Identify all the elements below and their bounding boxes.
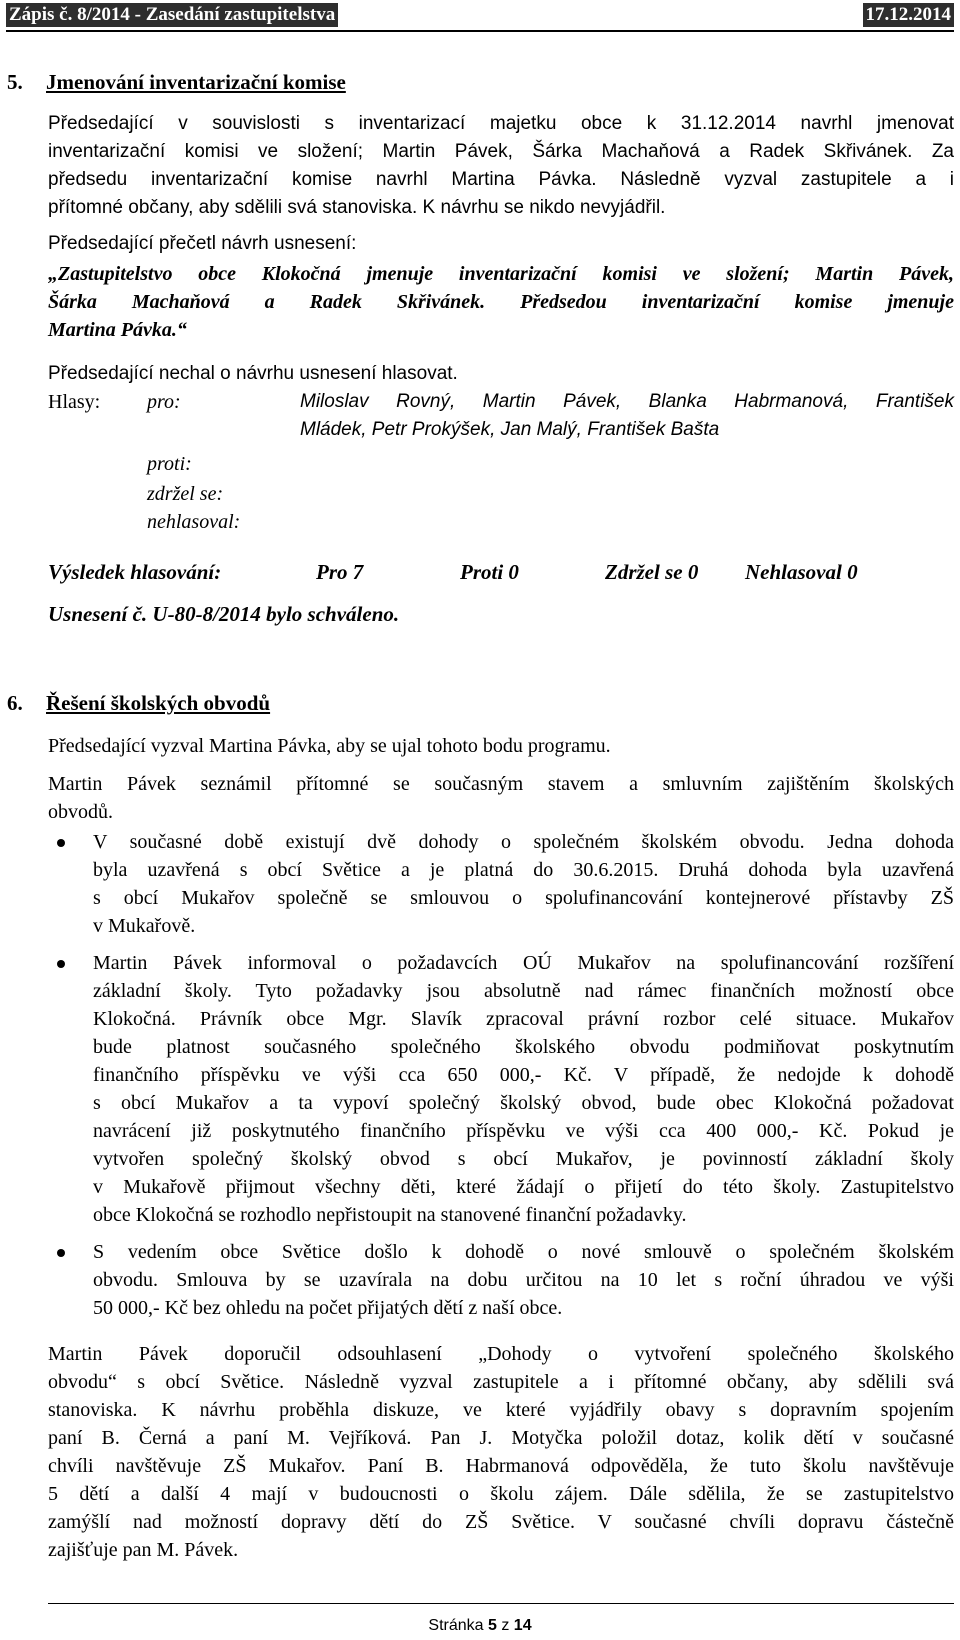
text-line: finančního příspěvku ve výši cca 650 000,- Kč. V případě, že nedojde k dohodě — [93, 1064, 954, 1086]
page-separator: z — [501, 1617, 510, 1634]
votes-zdrzel-label: zdržel se: — [147, 483, 224, 505]
list-item — [48, 1238, 954, 1322]
text-line: obce Klokočná se rozhodlo nepřistoupit na stanovené finanční požadavky. — [93, 1204, 687, 1226]
text-line: navrácení již poskytnutého finančního příspěvku ve výši cca 400 000,- Kč. Pokud je — [93, 1120, 954, 1142]
text-line: obvodu. Smlouva by se uzavírala na dobu určitou na 10 let s roční úhradou ve výši — [93, 1269, 954, 1291]
page-label: Stránka — [428, 1617, 484, 1634]
vote-call: Předsedající nechal o návrhu usnesení hlasovat. — [48, 363, 458, 384]
text-line: obvodů. — [48, 801, 113, 823]
document-title: Zápis č. 8/2014 - Zasedání zastupitelstva — [6, 3, 338, 27]
section-6-discussion — [48, 1340, 954, 1564]
text-line: s obcí Mukařov a ta vypoví společný školský obvod, bude obec Klokočná požadovat — [93, 1092, 954, 1114]
document-date: 17.12.2014 — [863, 3, 955, 27]
text-line: Martin Pávek seznámil přítomné se současným stavem a smluvním zajištěním školských — [48, 773, 954, 795]
text-line: stanoviska. K návrhu proběhla diskuze, ve které vyjádřily obavy s dopravním spojením — [48, 1399, 954, 1421]
votes-pro-names — [300, 388, 954, 444]
page-footer — [0, 1612, 960, 1640]
section-number: 6. — [7, 691, 23, 715]
votes-proti-label: proti: — [147, 453, 192, 475]
text-line: Předsedající v souvislosti s inventarizací majetku obce k 31.12.2014 navrhl jmenovat — [48, 113, 954, 134]
text-line: Šárka Machaňová a Radek Skřivánek. Předsedou inventarizační komise jmenuje — [48, 291, 954, 313]
section-5-heading — [7, 68, 346, 96]
text-line: paní B. Černá a paní M. Vejříková. Pan J. Motyčka položil dotaz, kolik dětí v současné — [48, 1427, 954, 1449]
text-line: Martin Pávek informoval o požadavcích OÚ Mukařov na spolufinancování rozšíření — [93, 952, 954, 974]
text-line: S vedením obce Světice došlo k dohodě o nové smlouvě o společném školském — [93, 1241, 954, 1263]
votes-nehlasoval-label: nehlasoval: — [147, 511, 241, 533]
text-line: V současné době existují dvě dohody o společném školském obvodu. Jedna dohoda — [93, 831, 954, 853]
resolution-outcome: Usnesení č. U-80-8/2014 bylo schváleno. — [48, 602, 400, 626]
resolution-intro: Předsedající přečetl návrh usnesení: — [48, 233, 357, 254]
text-line: byla uzavřená s obcí Světice a je platná do 30.6.2015. Druhá dohoda byla uzavřená — [93, 859, 954, 881]
text-line: chvíli navštěvuje ZŠ Mukařov. Paní B. Habrmanová odpověděla, že tuto školu navštěvuje — [48, 1455, 954, 1477]
text-line: „Zastupitelstvo obce Klokočná jmenuje inventarizační komisi ve složení; Martin Pávek, — [48, 263, 954, 285]
result-nehlasoval: Nehlasoval 0 — [745, 560, 858, 584]
text-line: inventarizační komisi ve složení; Martin Pávek, Šárka Machaňová a Radek Skřivánek. Za — [48, 141, 954, 162]
resolution-text — [48, 260, 954, 344]
text-line: 50 000,- Kč bez ohledu na počet přijatých dětí z naší obce. — [93, 1297, 563, 1319]
text-line: přítomné občany, aby sdělili svá stanoviska. K návrhu se nikdo nevyjádřil. — [48, 197, 666, 218]
text-line: vytvořen společný školský obvod s obcí Mukařov, je povinností základní školy — [93, 1148, 954, 1170]
text-line: s obcí Mukařov společně se smlouvou o spolufinancování kontejnerové přístavby ZŠ — [93, 887, 954, 909]
section-6-status — [48, 770, 954, 826]
result-proti: Proti 0 — [460, 560, 519, 584]
section-5-intro — [48, 110, 954, 222]
text-line: Klokočná. Právník obce Mgr. Slavík zpracoval právní rozbor celé situace. Mukařov — [93, 1008, 954, 1030]
text-line: obvodu“ s obcí Světice. Následně vyzval zastupitele a i přítomné občany, aby sdělili svá — [48, 1371, 954, 1393]
page-number: 5 — [487, 1617, 497, 1634]
text-line: Martin Pávek doporučil odsouhlasení „Dohody o vytvoření společného školského — [48, 1343, 954, 1365]
section-title: Jmenování inventarizační komise — [46, 70, 346, 94]
section-6-heading — [7, 689, 270, 717]
section-number: 5. — [7, 70, 23, 94]
text-line: 5 dětí a další 4 mají v budoucnosti o školu zájem. Dále sdělila, že se zastupitelstvo — [48, 1483, 954, 1505]
result-label: Výsledek hlasování: — [48, 560, 222, 584]
votes-pro-label: pro: — [147, 391, 181, 413]
bullet-list — [48, 828, 954, 1322]
result-pro: Pro 7 — [316, 560, 364, 584]
section-title: Řešení školských obvodů — [46, 691, 271, 715]
text-line: zamýšlí nad možností dopravy dětí do ZŠ Světice. V současné chvíli dopravu částečně — [48, 1511, 954, 1533]
footer-divider — [48, 1603, 954, 1604]
result-zdrzel: Zdržel se 0 — [605, 560, 699, 584]
text-line: v Mukařově přijmout všechny děti, které žádají o přijetí do této školy. Zastupitelstvo — [93, 1176, 954, 1198]
text-line: předsedu inventarizační komise navrhl Martina Pávka. Následně vyzval zastupitele a i — [48, 169, 954, 190]
text-line: bude platnost současného společného školského obvodu podmiňovat poskytnutím — [93, 1036, 954, 1058]
text-line: Miloslav Rovný, Martin Pávek, Blanka Habrmanová, František — [300, 391, 954, 412]
text-line: základní školy. Tyto požadavky jsou absolutně nad rámec finančních možností obce — [93, 980, 954, 1002]
text-line: v Mukařově. — [93, 915, 196, 937]
page-header — [6, 4, 954, 32]
text-line: Mládek, Petr Prokýšek, Jan Malý, František Bašta — [300, 419, 720, 440]
text-line: Martina Pávka.“ — [48, 319, 187, 341]
section-6-intro: Předsedající vyzval Martina Pávka, aby se ujal tohoto bodu programu. — [48, 735, 611, 757]
list-item — [48, 828, 954, 940]
text-line: zajišťuje pan M. Pávek. — [48, 1539, 239, 1561]
page-total: 14 — [513, 1617, 532, 1634]
votes-label: Hlasy: — [48, 391, 101, 413]
list-item — [48, 949, 954, 1229]
